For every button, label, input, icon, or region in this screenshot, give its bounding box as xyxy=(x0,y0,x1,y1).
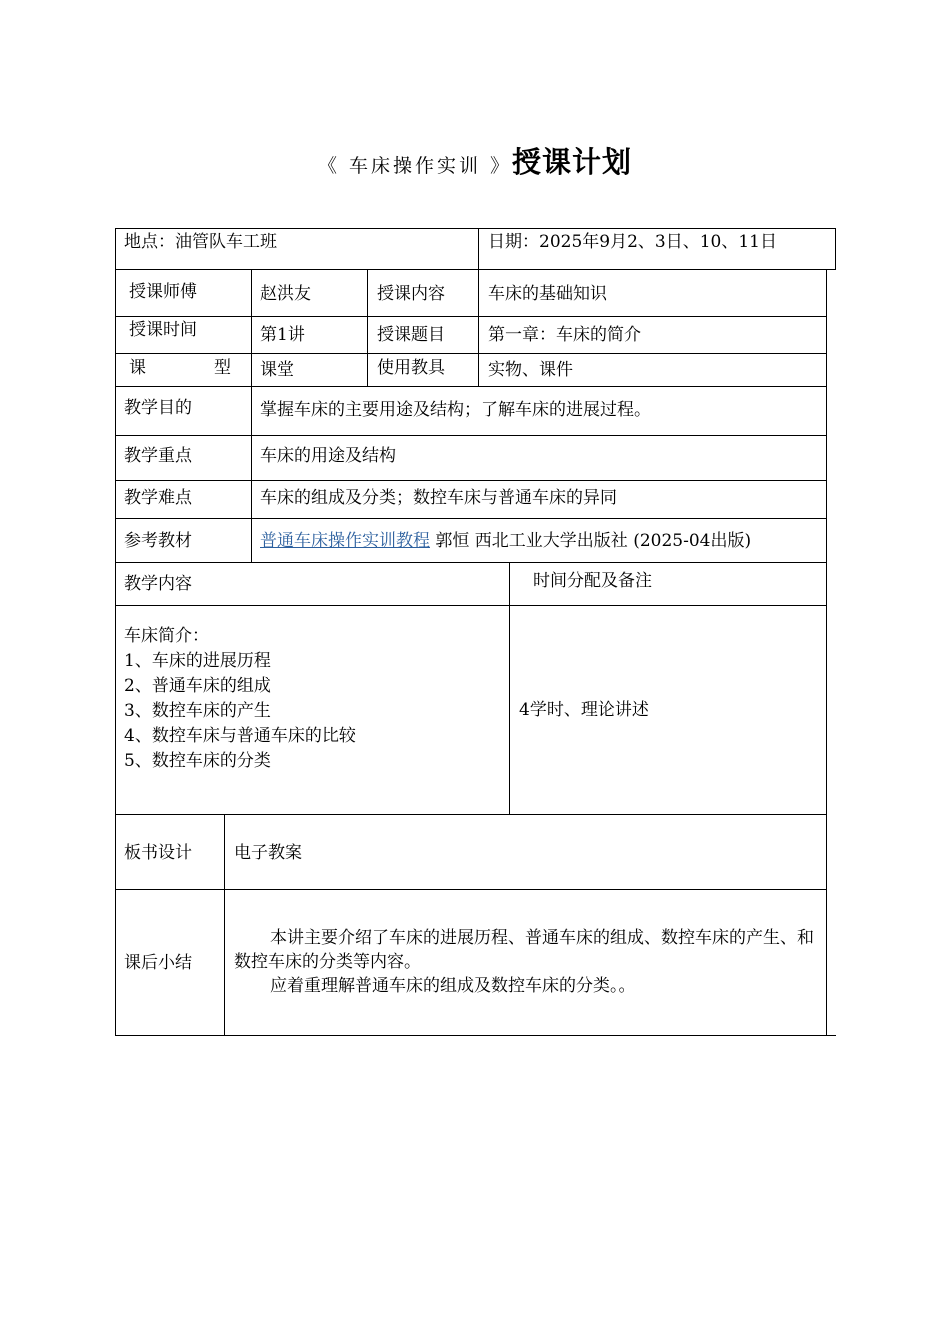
list-item: 1、车床的进展历程 xyxy=(124,651,271,671)
type-value: 课堂 xyxy=(260,360,294,380)
tools-label: 使用教具 xyxy=(377,358,445,378)
teaching-content-list xyxy=(124,624,356,774)
list-item: 5、数控车床的分类 xyxy=(124,751,271,771)
summary-paragraph-2: 应着重理解普通车床的组成及数控车床的分类。。 xyxy=(270,976,636,996)
date-cell: 日期：2025年9月2、3日、10、11日 xyxy=(488,232,777,252)
location-cell: 地点：油管队车工班 xyxy=(124,232,277,252)
row-divider xyxy=(115,814,827,815)
topic-label: 授课题目 xyxy=(377,325,445,345)
difficulties-value: 车床的组成及分类；数控车床与普通车床的异同 xyxy=(260,488,617,508)
table-border-right xyxy=(826,269,827,1036)
teacher-label: 授课师傅 xyxy=(129,282,197,302)
plan-heading: 授课计划 xyxy=(512,145,633,179)
row-divider xyxy=(115,562,827,563)
table-border-top xyxy=(115,228,836,229)
reference-book-link[interactable]: 普通车床操作实训教程 xyxy=(260,531,430,551)
col-divider xyxy=(251,269,252,563)
summary-text xyxy=(234,926,822,998)
row-divider xyxy=(115,480,827,481)
reference-book-details: 郭恒 西北工业大学出版社 (2025-04出版) xyxy=(430,531,752,551)
reference-value xyxy=(260,529,751,553)
row-divider xyxy=(115,889,827,890)
tools-value: 实物、课件 xyxy=(488,360,573,380)
topic-value: 第一章：车床的简介 xyxy=(488,325,641,345)
row-divider xyxy=(115,386,827,387)
col-divider xyxy=(509,562,510,815)
time-label: 授课时间 xyxy=(129,320,197,340)
objectives-value: 掌握车床的主要用途及结构；了解车床的进展过程。 xyxy=(260,400,651,420)
key-points-value: 车床的用途及结构 xyxy=(260,446,396,466)
list-item: 2、普通车床的组成 xyxy=(124,676,271,696)
summary-label: 课后小结 xyxy=(124,953,192,973)
board-value: 电子教案 xyxy=(234,843,302,863)
teaching-content-header: 教学内容 xyxy=(124,574,192,594)
content-label: 授课内容 xyxy=(377,284,445,304)
row-divider xyxy=(115,316,827,317)
type-label-char-2: 型 xyxy=(214,358,231,378)
board-label: 板书设计 xyxy=(124,843,192,863)
col-divider xyxy=(224,814,225,1036)
teacher-value: 赵洪友 xyxy=(260,284,311,304)
type-label-char-1: 课 xyxy=(129,358,146,378)
row-divider xyxy=(115,353,827,354)
objectives-label: 教学目的 xyxy=(124,398,192,418)
table-border-right-top xyxy=(835,228,836,270)
table-border-left xyxy=(115,228,116,1036)
content-value: 车床的基础知识 xyxy=(488,284,607,304)
col-divider xyxy=(478,269,479,387)
type-label xyxy=(129,356,231,380)
summary-paragraph-1: 本讲主要介绍了车床的进展历程、普通车床的组成、数控车床的产生、和数控车床的分类等内容。 xyxy=(234,928,814,972)
reference-label: 参考教材 xyxy=(124,531,192,551)
difficulties-label: 教学难点 xyxy=(124,488,192,508)
time-note: 4学时、理论讲述 xyxy=(519,700,649,720)
time-allocation-header: 时间分配及备注 xyxy=(533,571,652,591)
document-title xyxy=(0,140,950,181)
col-divider xyxy=(478,228,479,270)
row-divider xyxy=(115,435,827,436)
time-value: 第1讲 xyxy=(260,325,305,345)
list-item: 4、数控车床与普通车床的比较 xyxy=(124,726,356,746)
course-name: 《 车床操作实训 》 xyxy=(317,155,513,177)
list-item: 3、数控车床的产生 xyxy=(124,701,271,721)
teaching-intro: 车床简介： xyxy=(124,626,209,646)
row-divider xyxy=(115,518,827,519)
row-divider xyxy=(115,269,836,270)
row-divider xyxy=(115,605,827,606)
key-points-label: 教学重点 xyxy=(124,446,192,466)
col-divider xyxy=(367,269,368,387)
